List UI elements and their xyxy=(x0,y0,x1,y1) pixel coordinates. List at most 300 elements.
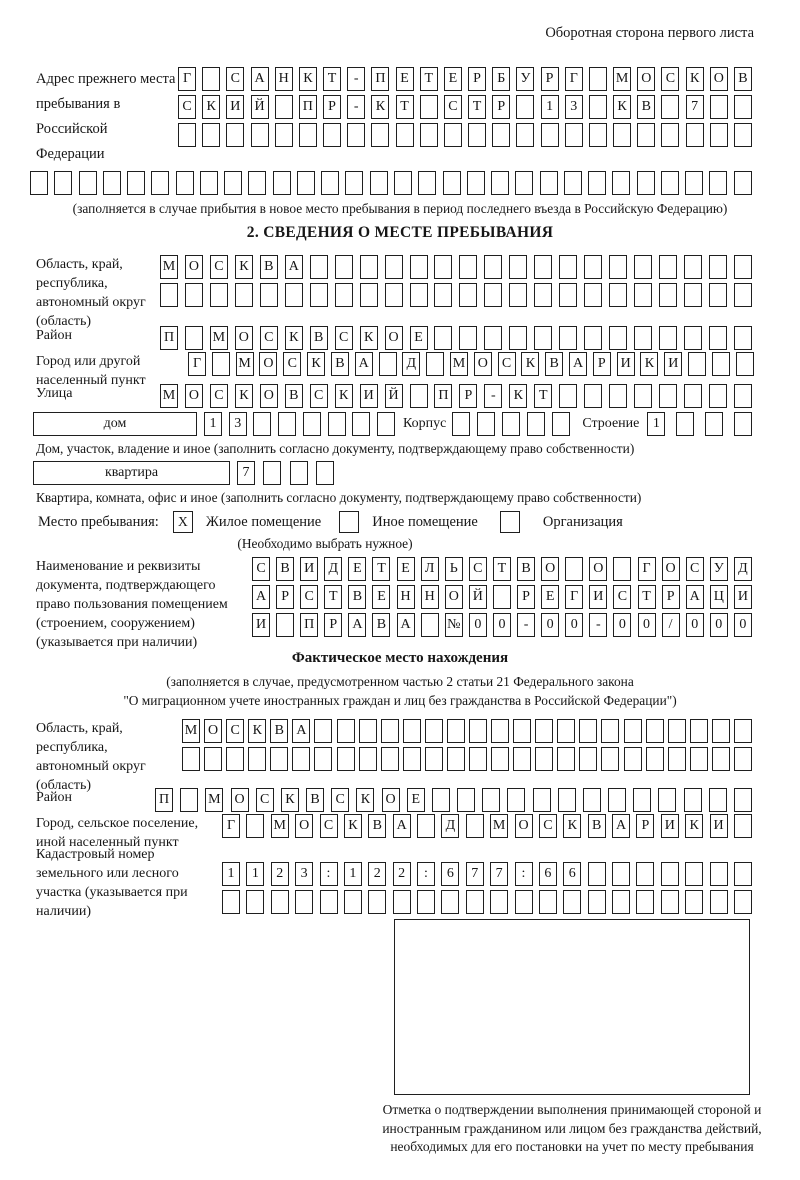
char-cell[interactable]: Е xyxy=(397,557,415,581)
checkbox-residential-premises[interactable]: X xyxy=(173,511,193,533)
char-cell[interactable] xyxy=(513,747,531,771)
char-cell[interactable] xyxy=(684,326,702,350)
char-cell[interactable] xyxy=(589,95,607,119)
char-cell[interactable]: О xyxy=(541,557,559,581)
char-cell[interactable]: № xyxy=(445,613,463,637)
char-cell[interactable] xyxy=(533,788,551,812)
char-cell[interactable] xyxy=(734,814,752,838)
char-cell[interactable] xyxy=(321,171,339,195)
char-cell[interactable] xyxy=(624,719,642,743)
char-cell[interactable]: Н xyxy=(421,585,439,609)
char-cell[interactable]: С xyxy=(252,557,270,581)
char-cell[interactable] xyxy=(303,412,321,436)
char-cell[interactable] xyxy=(509,326,527,350)
char-cell[interactable]: 3 xyxy=(229,412,247,436)
char-cell[interactable] xyxy=(734,412,752,436)
char-cell[interactable] xyxy=(420,123,438,147)
char-cell[interactable] xyxy=(559,384,577,408)
char-cell[interactable]: С xyxy=(283,352,301,376)
char-cell[interactable]: И xyxy=(300,557,318,581)
char-cell[interactable]: В xyxy=(372,613,390,637)
char-cell[interactable]: 7 xyxy=(237,461,255,485)
char-cell[interactable] xyxy=(352,412,370,436)
char-cell[interactable] xyxy=(634,384,652,408)
char-cell[interactable]: Т xyxy=(323,67,341,91)
char-cell[interactable] xyxy=(447,719,465,743)
char-cell[interactable]: - xyxy=(484,384,502,408)
char-cell[interactable] xyxy=(226,123,244,147)
char-cell[interactable] xyxy=(278,412,296,436)
char-cell[interactable] xyxy=(410,255,428,279)
char-cell[interactable]: Е xyxy=(407,788,425,812)
char-cell[interactable] xyxy=(685,171,703,195)
char-cell[interactable]: А xyxy=(285,255,303,279)
char-cell[interactable]: : xyxy=(417,862,435,886)
char-cell[interactable]: И xyxy=(617,352,635,376)
char-cell[interactable] xyxy=(709,283,727,307)
char-cell[interactable]: Т xyxy=(396,95,414,119)
char-cell[interactable]: Р xyxy=(324,613,342,637)
char-cell[interactable] xyxy=(275,95,293,119)
char-cell[interactable] xyxy=(492,123,510,147)
char-cell[interactable] xyxy=(558,788,576,812)
char-cell[interactable] xyxy=(502,412,520,436)
char-cell[interactable]: 0 xyxy=(734,613,752,637)
char-cell[interactable] xyxy=(633,788,651,812)
char-cell[interactable]: В xyxy=(306,788,324,812)
char-cell[interactable] xyxy=(396,123,414,147)
char-cell[interactable] xyxy=(559,255,577,279)
char-cell[interactable]: К xyxy=(235,255,253,279)
char-cell[interactable] xyxy=(636,862,654,886)
char-cell[interactable]: О xyxy=(185,384,203,408)
char-cell[interactable] xyxy=(646,747,664,771)
char-cell[interactable] xyxy=(734,788,752,812)
char-cell[interactable]: С xyxy=(226,719,244,743)
char-cell[interactable] xyxy=(403,719,421,743)
char-cell[interactable]: В xyxy=(517,557,535,581)
char-cell[interactable] xyxy=(734,123,752,147)
char-cell[interactable]: А xyxy=(292,719,310,743)
char-cell[interactable]: В xyxy=(637,95,655,119)
char-cell[interactable]: Г xyxy=(565,67,583,91)
char-cell[interactable]: А xyxy=(612,814,630,838)
char-cell[interactable] xyxy=(410,384,428,408)
char-cell[interactable]: 1 xyxy=(222,862,240,886)
char-cell[interactable] xyxy=(589,67,607,91)
char-cell[interactable] xyxy=(584,384,602,408)
char-cell[interactable] xyxy=(180,788,198,812)
char-cell[interactable]: С xyxy=(210,255,228,279)
char-cell[interactable]: К xyxy=(281,788,299,812)
char-cell[interactable]: Л xyxy=(421,557,439,581)
char-cell[interactable]: В xyxy=(368,814,386,838)
char-cell[interactable]: 1 xyxy=(541,95,559,119)
char-cell[interactable] xyxy=(160,283,178,307)
char-cell[interactable] xyxy=(477,412,495,436)
char-cell[interactable] xyxy=(534,326,552,350)
char-cell[interactable]: Е xyxy=(541,585,559,609)
char-cell[interactable] xyxy=(253,412,271,436)
char-cell[interactable]: Й xyxy=(469,585,487,609)
char-cell[interactable]: О xyxy=(662,557,680,581)
char-cell[interactable]: М xyxy=(236,352,254,376)
char-cell[interactable] xyxy=(540,171,558,195)
char-cell[interactable]: О xyxy=(385,326,403,350)
char-cell[interactable]: 3 xyxy=(565,95,583,119)
char-cell[interactable]: О xyxy=(710,67,728,91)
char-cell[interactable] xyxy=(182,747,200,771)
char-cell[interactable]: С xyxy=(260,326,278,350)
char-cell[interactable]: О xyxy=(259,352,277,376)
char-cell[interactable]: К xyxy=(235,384,253,408)
char-cell[interactable]: И xyxy=(710,814,728,838)
char-cell[interactable] xyxy=(709,255,727,279)
char-cell[interactable]: М xyxy=(210,326,228,350)
char-cell[interactable]: Е xyxy=(348,557,366,581)
char-cell[interactable]: У xyxy=(710,557,728,581)
char-cell[interactable]: М xyxy=(160,255,178,279)
char-cell[interactable] xyxy=(246,890,264,914)
char-cell[interactable] xyxy=(385,255,403,279)
char-cell[interactable]: К xyxy=(563,814,581,838)
char-cell[interactable] xyxy=(493,585,511,609)
char-cell[interactable] xyxy=(513,719,531,743)
char-cell[interactable]: С xyxy=(256,788,274,812)
char-cell[interactable]: 1 xyxy=(647,412,665,436)
char-cell[interactable] xyxy=(709,326,727,350)
char-cell[interactable]: В xyxy=(310,326,328,350)
char-cell[interactable] xyxy=(360,255,378,279)
char-cell[interactable] xyxy=(613,123,631,147)
char-cell[interactable] xyxy=(565,123,583,147)
char-cell[interactable]: М xyxy=(450,352,468,376)
char-cell[interactable] xyxy=(705,412,723,436)
char-cell[interactable] xyxy=(434,326,452,350)
char-cell[interactable]: К xyxy=(248,719,266,743)
char-cell[interactable]: 0 xyxy=(710,613,728,637)
char-cell[interactable] xyxy=(202,123,220,147)
char-cell[interactable]: М xyxy=(205,788,223,812)
char-cell[interactable] xyxy=(534,283,552,307)
char-cell[interactable]: В xyxy=(588,814,606,838)
char-cell[interactable] xyxy=(457,788,475,812)
char-cell[interactable] xyxy=(686,123,704,147)
char-cell[interactable]: В xyxy=(260,255,278,279)
char-cell[interactable] xyxy=(344,890,362,914)
char-cell[interactable] xyxy=(299,123,317,147)
char-cell[interactable] xyxy=(684,384,702,408)
char-cell[interactable]: 1 xyxy=(344,862,362,886)
char-cell[interactable] xyxy=(323,123,341,147)
char-cell[interactable]: А xyxy=(348,613,366,637)
char-cell[interactable]: С xyxy=(331,788,349,812)
char-cell[interactable] xyxy=(736,352,754,376)
char-cell[interactable]: 0 xyxy=(638,613,656,637)
char-cell[interactable] xyxy=(559,283,577,307)
char-cell[interactable]: Р xyxy=(459,384,477,408)
char-cell[interactable] xyxy=(734,747,752,771)
char-cell[interactable] xyxy=(176,171,194,195)
char-cell[interactable] xyxy=(734,171,752,195)
char-cell[interactable]: П xyxy=(160,326,178,350)
char-cell[interactable]: Р xyxy=(593,352,611,376)
char-cell[interactable]: О xyxy=(474,352,492,376)
char-cell[interactable] xyxy=(712,719,730,743)
char-cell[interactable]: 2 xyxy=(393,862,411,886)
char-cell[interactable] xyxy=(452,412,470,436)
char-cell[interactable] xyxy=(263,461,281,485)
char-cell[interactable]: 0 xyxy=(613,613,631,637)
char-cell[interactable]: И xyxy=(226,95,244,119)
char-cell[interactable] xyxy=(410,283,428,307)
char-cell[interactable]: Т xyxy=(324,585,342,609)
char-cell[interactable] xyxy=(709,171,727,195)
char-cell[interactable]: : xyxy=(515,862,533,886)
char-cell[interactable] xyxy=(559,326,577,350)
char-cell[interactable] xyxy=(320,890,338,914)
char-cell[interactable] xyxy=(246,814,264,838)
char-cell[interactable] xyxy=(564,171,582,195)
char-cell[interactable]: О xyxy=(185,255,203,279)
char-cell[interactable]: Т xyxy=(372,557,390,581)
char-cell[interactable]: С xyxy=(498,352,516,376)
char-cell[interactable] xyxy=(588,171,606,195)
char-cell[interactable]: О xyxy=(515,814,533,838)
checkbox-other-premises[interactable] xyxy=(339,511,359,533)
char-cell[interactable]: 6 xyxy=(441,862,459,886)
char-cell[interactable]: О xyxy=(445,585,463,609)
char-cell[interactable] xyxy=(634,326,652,350)
char-cell[interactable] xyxy=(292,747,310,771)
char-cell[interactable]: К xyxy=(285,326,303,350)
char-cell[interactable] xyxy=(248,747,266,771)
char-cell[interactable]: А xyxy=(397,613,415,637)
char-cell[interactable] xyxy=(212,352,230,376)
char-cell[interactable]: 0 xyxy=(686,613,704,637)
char-cell[interactable]: О xyxy=(589,557,607,581)
char-cell[interactable]: П xyxy=(155,788,173,812)
char-cell[interactable] xyxy=(444,123,462,147)
char-cell[interactable]: К xyxy=(356,788,374,812)
char-cell[interactable] xyxy=(347,123,365,147)
char-cell[interactable]: И xyxy=(252,613,270,637)
char-cell[interactable] xyxy=(624,747,642,771)
char-cell[interactable]: К xyxy=(360,326,378,350)
checkbox-organization[interactable] xyxy=(500,511,520,533)
char-cell[interactable]: С xyxy=(226,67,244,91)
char-cell[interactable] xyxy=(466,890,484,914)
char-cell[interactable] xyxy=(659,384,677,408)
char-cell[interactable] xyxy=(484,283,502,307)
char-cell[interactable] xyxy=(276,613,294,637)
char-cell[interactable]: О xyxy=(204,719,222,743)
char-cell[interactable]: В xyxy=(331,352,349,376)
char-cell[interactable] xyxy=(668,719,686,743)
char-cell[interactable] xyxy=(394,171,412,195)
char-cell[interactable]: Р xyxy=(323,95,341,119)
char-cell[interactable] xyxy=(668,747,686,771)
char-cell[interactable]: П xyxy=(434,384,452,408)
char-cell[interactable] xyxy=(608,788,626,812)
char-cell[interactable] xyxy=(297,171,315,195)
char-cell[interactable]: К xyxy=(202,95,220,119)
char-cell[interactable]: 0 xyxy=(469,613,487,637)
char-cell[interactable] xyxy=(447,747,465,771)
char-cell[interactable] xyxy=(418,171,436,195)
char-cell[interactable] xyxy=(541,123,559,147)
char-cell[interactable] xyxy=(709,384,727,408)
char-cell[interactable] xyxy=(734,95,752,119)
char-cell[interactable] xyxy=(491,747,509,771)
char-cell[interactable]: Н xyxy=(397,585,415,609)
char-cell[interactable]: Т xyxy=(468,95,486,119)
char-cell[interactable]: - xyxy=(347,67,365,91)
char-cell[interactable] xyxy=(337,719,355,743)
char-cell[interactable] xyxy=(690,747,708,771)
char-cell[interactable]: А xyxy=(569,352,587,376)
char-cell[interactable]: П xyxy=(300,613,318,637)
char-cell[interactable] xyxy=(185,326,203,350)
char-cell[interactable] xyxy=(467,171,485,195)
char-cell[interactable]: Е xyxy=(372,585,390,609)
char-cell[interactable]: Г xyxy=(178,67,196,91)
char-cell[interactable] xyxy=(565,557,583,581)
char-cell[interactable] xyxy=(275,123,293,147)
char-cell[interactable]: Д xyxy=(734,557,752,581)
char-cell[interactable] xyxy=(734,326,752,350)
char-cell[interactable] xyxy=(584,255,602,279)
char-cell[interactable]: И xyxy=(661,814,679,838)
char-cell[interactable] xyxy=(690,719,708,743)
char-cell[interactable] xyxy=(734,384,752,408)
char-cell[interactable] xyxy=(661,890,679,914)
char-cell[interactable]: С xyxy=(178,95,196,119)
char-cell[interactable] xyxy=(251,123,269,147)
char-cell[interactable] xyxy=(710,890,728,914)
char-cell[interactable] xyxy=(734,283,752,307)
char-cell[interactable] xyxy=(335,283,353,307)
char-cell[interactable] xyxy=(579,747,597,771)
char-cell[interactable] xyxy=(434,255,452,279)
char-cell[interactable]: М xyxy=(613,67,631,91)
char-cell[interactable]: А xyxy=(393,814,411,838)
char-cell[interactable] xyxy=(539,890,557,914)
char-cell[interactable] xyxy=(636,890,654,914)
char-cell[interactable]: Г xyxy=(222,814,240,838)
char-cell[interactable] xyxy=(359,747,377,771)
char-cell[interactable]: К xyxy=(371,95,389,119)
char-cell[interactable]: И xyxy=(664,352,682,376)
char-cell[interactable] xyxy=(316,461,334,485)
char-cell[interactable]: / xyxy=(662,613,680,637)
char-cell[interactable]: Е xyxy=(444,67,462,91)
char-cell[interactable]: 6 xyxy=(539,862,557,886)
char-cell[interactable] xyxy=(337,747,355,771)
char-cell[interactable] xyxy=(684,283,702,307)
char-cell[interactable] xyxy=(491,171,509,195)
char-cell[interactable]: А xyxy=(355,352,373,376)
char-cell[interactable] xyxy=(661,123,679,147)
char-cell[interactable]: Р xyxy=(276,585,294,609)
char-cell[interactable] xyxy=(459,283,477,307)
char-cell[interactable]: М xyxy=(490,814,508,838)
char-cell[interactable] xyxy=(609,283,627,307)
char-cell[interactable]: А xyxy=(686,585,704,609)
char-cell[interactable]: Т xyxy=(638,585,656,609)
char-cell[interactable] xyxy=(659,283,677,307)
char-cell[interactable]: М xyxy=(182,719,200,743)
char-cell[interactable] xyxy=(434,283,452,307)
char-cell[interactable] xyxy=(612,171,630,195)
char-cell[interactable] xyxy=(204,747,222,771)
char-cell[interactable] xyxy=(260,283,278,307)
char-cell[interactable]: - xyxy=(589,613,607,637)
char-cell[interactable]: О xyxy=(235,326,253,350)
char-cell[interactable]: Р xyxy=(541,67,559,91)
char-cell[interactable]: С xyxy=(661,67,679,91)
char-cell[interactable]: К xyxy=(686,67,704,91)
char-cell[interactable]: И xyxy=(589,585,607,609)
char-cell[interactable] xyxy=(222,890,240,914)
char-cell[interactable] xyxy=(557,747,575,771)
char-cell[interactable]: К xyxy=(344,814,362,838)
char-cell[interactable]: Р xyxy=(468,67,486,91)
char-cell[interactable] xyxy=(515,171,533,195)
char-cell[interactable]: Р xyxy=(662,585,680,609)
char-cell[interactable] xyxy=(420,95,438,119)
char-cell[interactable] xyxy=(178,123,196,147)
char-cell[interactable] xyxy=(589,123,607,147)
char-cell[interactable] xyxy=(417,890,435,914)
char-cell[interactable] xyxy=(709,788,727,812)
char-cell[interactable]: К xyxy=(299,67,317,91)
char-cell[interactable]: О xyxy=(295,814,313,838)
char-cell[interactable] xyxy=(684,255,702,279)
char-cell[interactable] xyxy=(328,412,346,436)
char-cell[interactable] xyxy=(734,255,752,279)
char-cell[interactable] xyxy=(314,719,332,743)
char-cell[interactable] xyxy=(248,171,266,195)
char-cell[interactable] xyxy=(688,352,706,376)
char-cell[interactable] xyxy=(515,890,533,914)
char-cell[interactable] xyxy=(583,788,601,812)
char-cell[interactable] xyxy=(371,123,389,147)
char-cell[interactable] xyxy=(30,171,48,195)
char-cell[interactable]: К xyxy=(613,95,631,119)
char-cell[interactable]: Б xyxy=(492,67,510,91)
char-cell[interactable] xyxy=(469,747,487,771)
char-cell[interactable]: О xyxy=(637,67,655,91)
char-cell[interactable] xyxy=(634,255,652,279)
char-cell[interactable] xyxy=(466,814,484,838)
char-cell[interactable] xyxy=(491,719,509,743)
char-cell[interactable] xyxy=(734,719,752,743)
char-cell[interactable] xyxy=(425,747,443,771)
char-cell[interactable]: О xyxy=(231,788,249,812)
char-cell[interactable] xyxy=(613,557,631,581)
char-cell[interactable] xyxy=(271,890,289,914)
char-cell[interactable]: 2 xyxy=(271,862,289,886)
char-cell[interactable] xyxy=(507,788,525,812)
char-cell[interactable] xyxy=(685,862,703,886)
char-cell[interactable]: Д xyxy=(441,814,459,838)
char-cell[interactable] xyxy=(659,326,677,350)
char-cell[interactable] xyxy=(379,352,397,376)
char-cell[interactable]: Г xyxy=(565,585,583,609)
char-cell[interactable] xyxy=(459,326,477,350)
char-cell[interactable] xyxy=(345,171,363,195)
